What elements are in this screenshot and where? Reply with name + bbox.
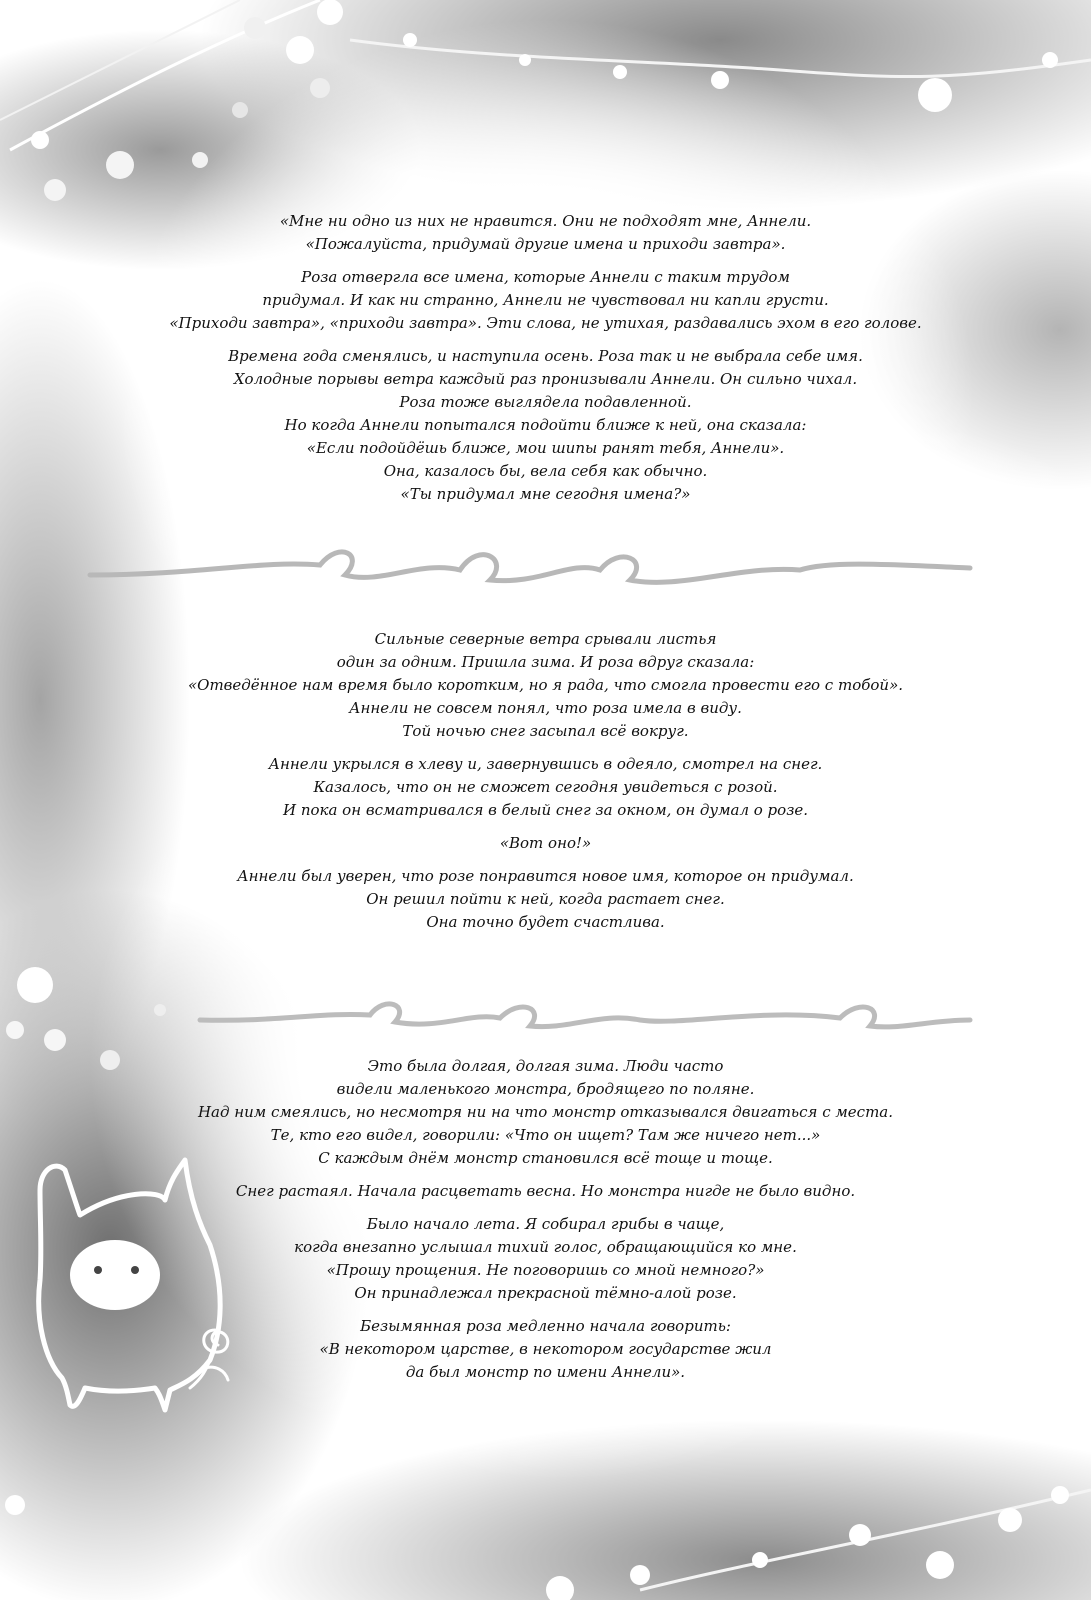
snow-dot <box>192 152 208 168</box>
text-line: «Приходи завтра», «приходи завтра». Эти слова, не утихая, раздавались эхом в его голове. <box>169 314 922 332</box>
story-section-3 <box>0 1055 1091 1394</box>
text-line: Она точно будет счастлива. <box>426 913 665 931</box>
text-line: Снег растаял. Начала расцветать весна. Но монстра нигде не было видно. <box>235 1182 856 1200</box>
text-line: Роза отвергла все имена, которые Аннели с таким трудом <box>301 268 790 286</box>
text-line: Безымянная роза медленно начала говорить: <box>360 1317 731 1335</box>
text-line: Той ночью снег засыпал всё вокруг. <box>402 722 689 740</box>
snow-dot <box>918 78 952 112</box>
snow-dot <box>31 131 49 149</box>
snow-dot <box>106 151 134 179</box>
text-line: И пока он всматривался в белый снег за окном, он думал о розе. <box>282 801 809 819</box>
text-line: видели маленького монстра, бродящего по поляне. <box>336 1080 755 1098</box>
text-line: «Пожалуйста, придумай другие имена и приходи завтра». <box>305 235 786 253</box>
snow-dot <box>310 78 330 98</box>
snow-dot <box>519 54 531 66</box>
text-line: «Мне ни одно из них не нравится. Они не подходят мне, Аннели. <box>279 212 812 230</box>
snow-dot <box>998 1508 1022 1532</box>
paragraph <box>0 345 1091 506</box>
text-line: Роза тоже выглядела подавленной. <box>399 393 692 411</box>
text-line: Аннели не совсем понял, что роза имела в виду. <box>349 699 742 717</box>
text-line: «Если подойдёшь ближе, мои шипы ранят тебя, Аннели». <box>306 439 785 457</box>
text-line: Но когда Аннели попытался подойти ближе к ней, она сказала: <box>284 416 807 434</box>
text-line: Аннели был уверен, что розе понравится новое имя, которое он придумал. <box>237 867 854 885</box>
snow-dot <box>232 102 248 118</box>
divider-squiggle-2 <box>200 1004 970 1027</box>
snow-dot <box>286 36 314 64</box>
paragraph <box>0 210 1091 256</box>
snow-dot <box>711 71 729 89</box>
text-line: придумал. И как ни странно, Аннели не чувствовал ни капли грусти. <box>262 291 829 309</box>
text-line: «Отведённое нам время было коротким, но я рада, что смогла провести его с тобой». <box>187 676 904 694</box>
paragraph <box>0 1180 1091 1203</box>
string-line-top-left <box>10 0 320 150</box>
snow-dot <box>613 65 627 79</box>
paragraph <box>0 753 1091 822</box>
paragraph <box>0 865 1091 934</box>
text-line: Холодные порывы ветра каждый раз пронизывали Аннели. Он сильно чихал. <box>233 370 858 388</box>
story-section-2 <box>0 628 1091 944</box>
snow-dot <box>546 1576 574 1600</box>
text-line: Это была долгая, долгая зима. Люди часто <box>367 1057 724 1075</box>
divider-squiggle-1 <box>90 552 970 582</box>
text-line: Те, кто его видел, говорили: «Что он ищет? Там же ничего нет...» <box>270 1126 821 1144</box>
text-line: С каждым днём монстр становился всё тоще и тоще. <box>318 1149 773 1167</box>
story-section-1 <box>0 210 1091 516</box>
text-line: когда внезапно услышал тихий голос, обращающийся ко мне. <box>294 1238 797 1256</box>
text-line: Над ним смеялись, но несмотря ни на что монстр отказывался двигаться с места. <box>197 1103 894 1121</box>
text-line: Аннели укрылся в хлеву и, завернувшись в одеяло, смотрел на снег. <box>268 755 823 773</box>
paragraph <box>0 628 1091 743</box>
snow-dot <box>1051 1486 1069 1504</box>
text-line: Он решил пойти к ней, когда растает снег. <box>366 890 725 908</box>
snow-dot <box>44 179 66 201</box>
paragraph <box>0 1055 1091 1170</box>
text-line: да был монстр по имени Аннели». <box>405 1363 686 1381</box>
snow-dot <box>17 967 53 1003</box>
text-line: «Ты придумал мне сегодня имена?» <box>400 485 691 503</box>
text-line: «В некотором царстве, в некотором государстве жил <box>319 1340 772 1358</box>
text-line: Казалось, что он не сможет сегодня увидеться с розой. <box>313 778 778 796</box>
paragraph <box>0 1213 1091 1305</box>
text-line: один за одним. Пришла зима. И роза вдруг сказала: <box>336 653 755 671</box>
snow-dot <box>5 1495 25 1515</box>
snow-dot <box>1042 52 1058 68</box>
snow-dot <box>44 1029 66 1051</box>
text-line: «Прошу прощения. Не поговоришь со мной немного?» <box>326 1261 765 1279</box>
text-line: «Вот оно!» <box>499 834 592 852</box>
text-line: Он принадлежал прекрасной тёмно-алой розе. <box>354 1284 737 1302</box>
paragraph <box>0 1315 1091 1384</box>
snow-dot <box>630 1565 650 1585</box>
paragraph <box>0 266 1091 335</box>
snow-dot <box>154 1004 166 1016</box>
string-line-top-left-2 <box>0 0 240 120</box>
snow-dot <box>752 1552 768 1568</box>
snow-dot <box>6 1021 24 1039</box>
paragraph <box>0 832 1091 855</box>
text-line: Она, казалось бы, вела себя как обычно. <box>383 462 708 480</box>
snow-dot <box>317 0 343 25</box>
snow-dot <box>926 1551 954 1579</box>
text-line: Сильные северные ветра срывали листья <box>374 630 717 648</box>
snow-dot <box>849 1524 871 1546</box>
snow-dot <box>244 17 266 39</box>
text-line: Времена года сменялись, и наступила осень. Роза так и не выбрала себе имя. <box>228 347 863 365</box>
snow-dot <box>403 33 417 47</box>
text-line: Было начало лета. Я собирал грибы в чаще, <box>366 1215 725 1233</box>
